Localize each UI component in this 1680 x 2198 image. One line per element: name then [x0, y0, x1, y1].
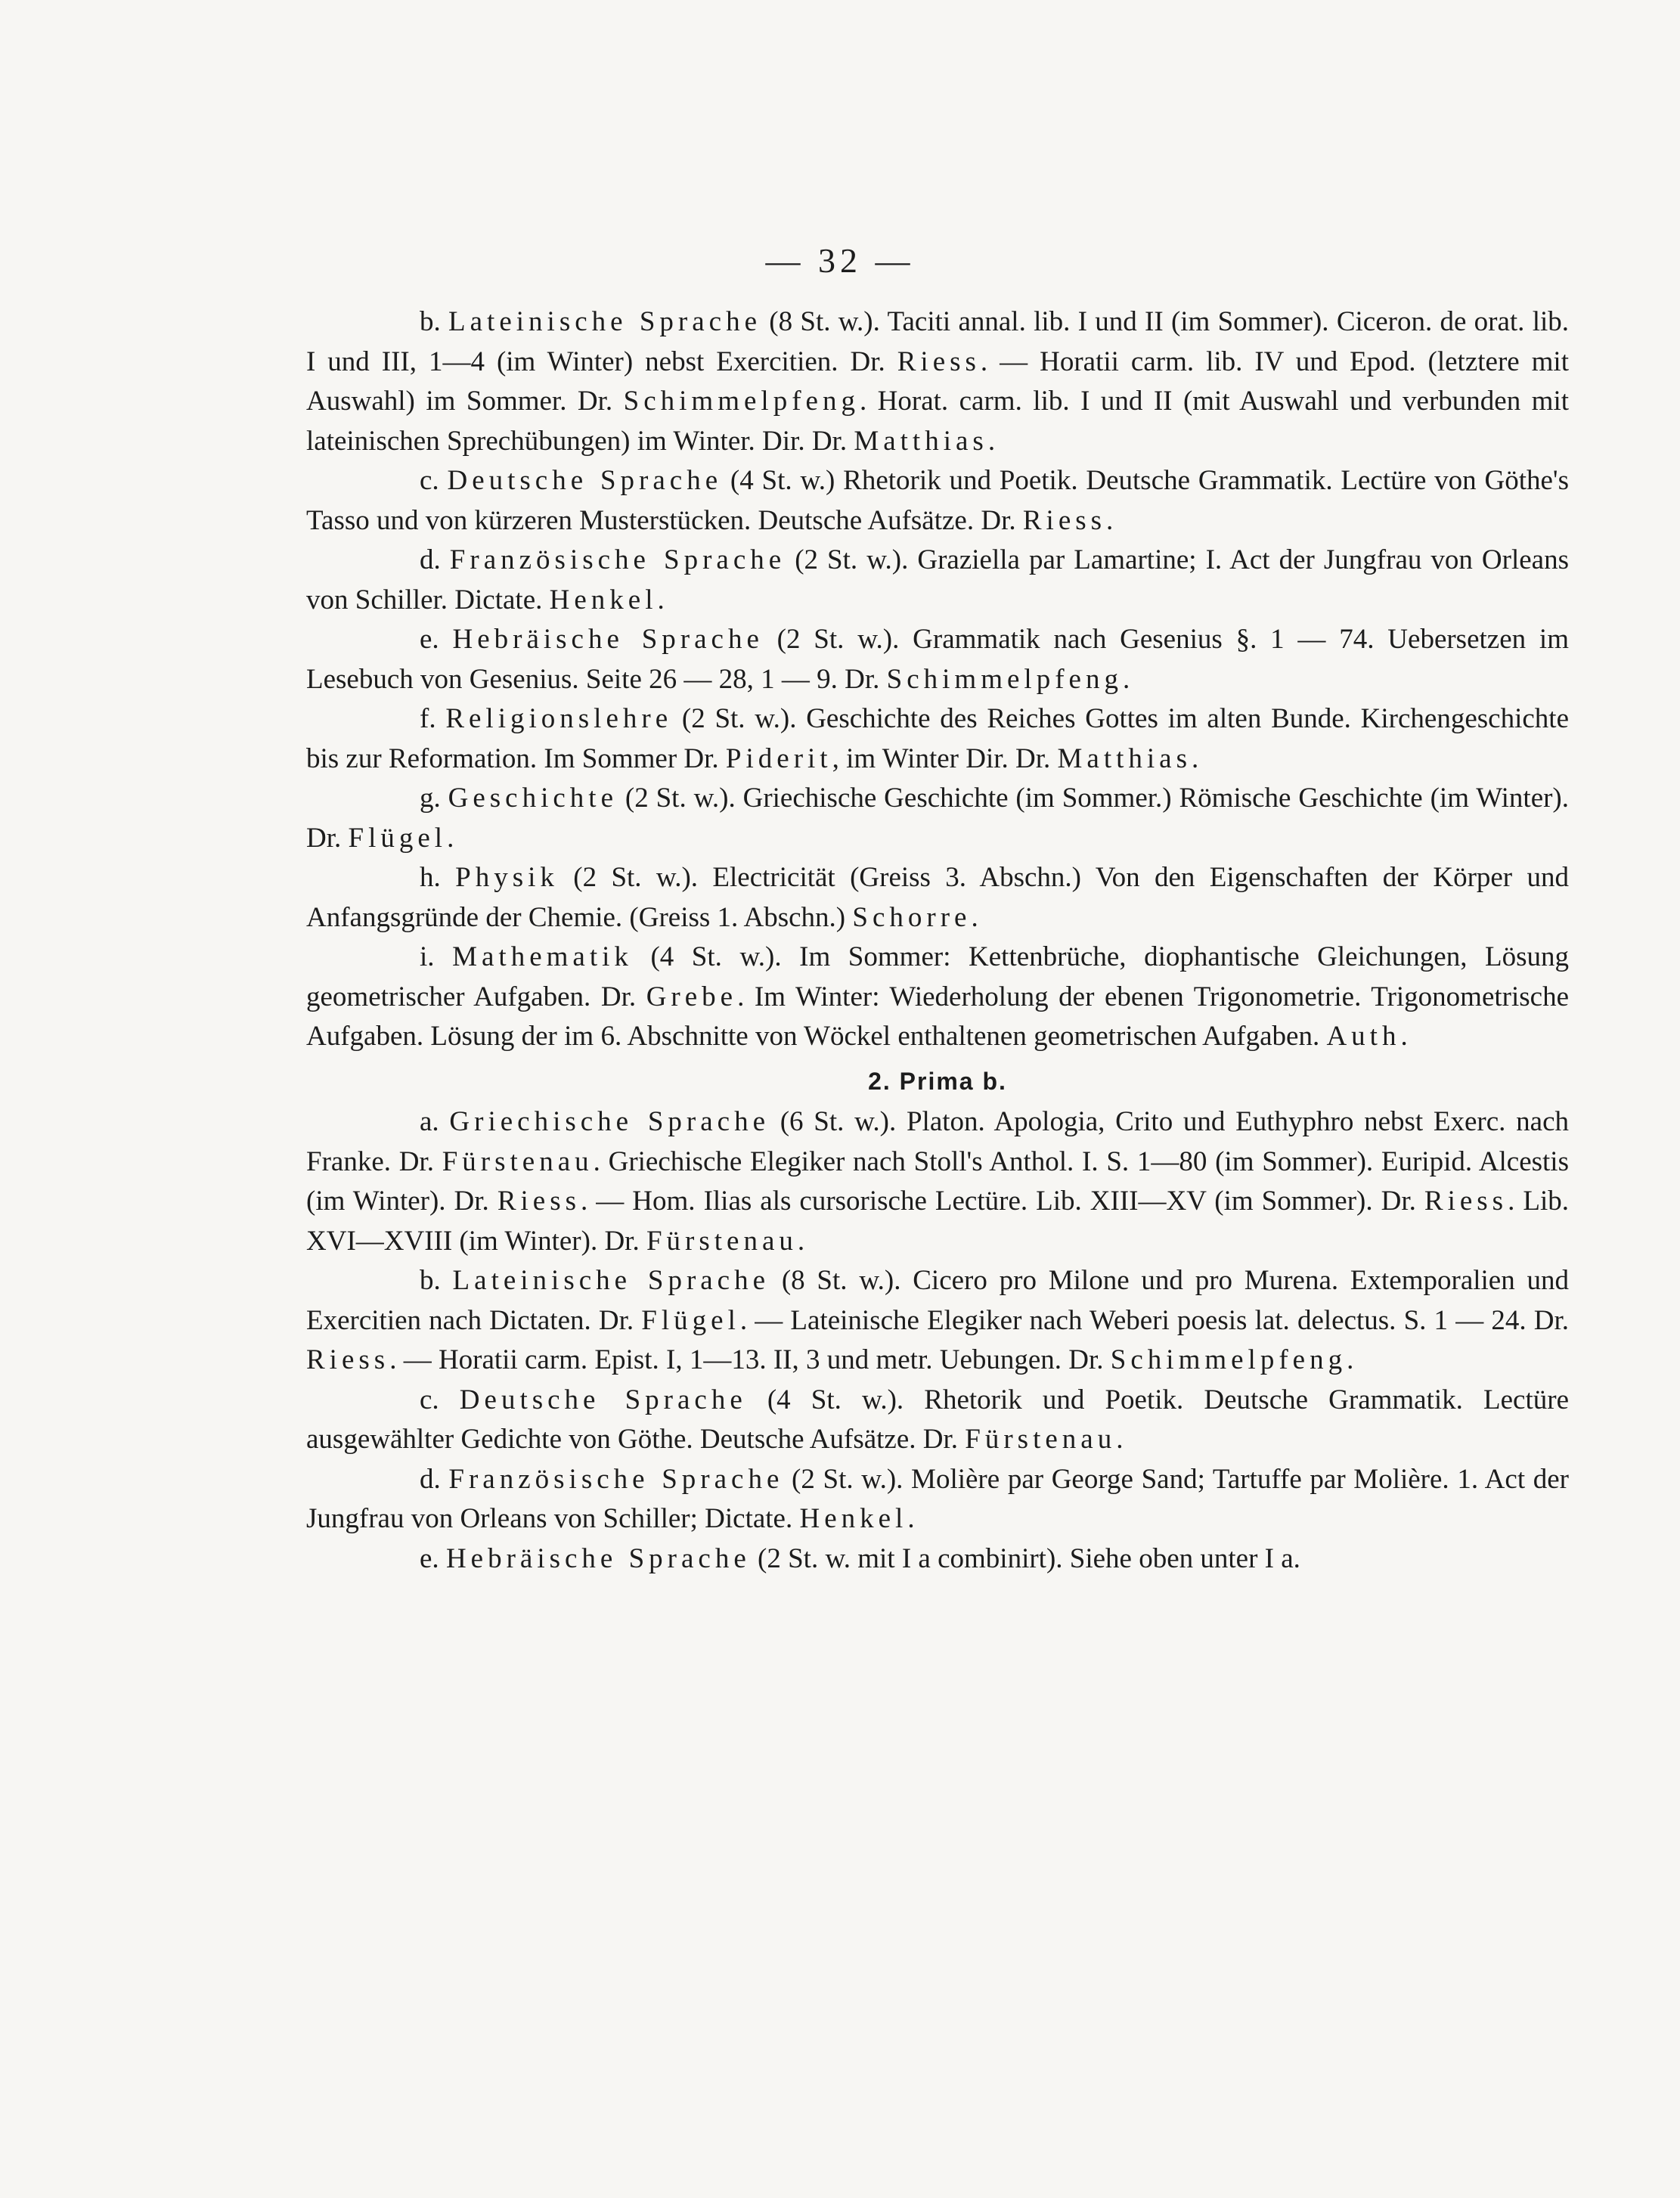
- spaced-term: Schimmelpfeng: [623, 386, 860, 417]
- page-body: [306, 302, 1569, 1579]
- text-run: . Horat. carm. lib. I und II (mit Auswahl und verbunden mit lateinischen Sprechübungen) im Winter. Dir. Dr.: [306, 386, 1569, 457]
- text-run: . — Horatii carm. lib. IV und Epod. (letztere mit Auswahl) im Sommer. Dr.: [306, 346, 1569, 417]
- spaced-term: Mathematik: [452, 941, 633, 972]
- text-run: e.: [420, 1542, 446, 1574]
- spaced-term: Französische Sprache: [448, 1463, 784, 1495]
- text-run: (2 St. w.). Griechische Geschichte (im Sommer.) Römische Geschichte (im Winter). Dr.: [306, 783, 1570, 854]
- spaced-term: Henkel: [549, 584, 658, 615]
- text-run: (8 St. w.). Cicero pro Milone und pro Murena. Extemporalien und Exercitien nach Dictaten. Dr.: [306, 1265, 1570, 1336]
- paragraph-b-latein: [306, 302, 1569, 461]
- text-run: .: [447, 822, 454, 854]
- text-run: . Im Winter: Wiederholung der ebenen Trigonometrie. Trigonometrische Aufgaben. Lösung der im 6. Abschnitte von Wöckel enthaltenen geometrischen Aufgaben.: [306, 981, 1570, 1052]
- text-run: (8 St. w.). Taciti annal. lib. I und II (im Sommer). Ciceron. de orat. lib. I und III, 1—4 (im Winter) nebst Exercitien. Dr.: [306, 306, 1570, 377]
- spaced-term: Fürstenau: [965, 1424, 1117, 1455]
- spaced-term: Physik: [455, 862, 559, 893]
- text-run: f.: [420, 703, 446, 734]
- text-run: .: [1400, 1021, 1408, 1052]
- spaced-term: Hebräische Sprache: [452, 624, 764, 655]
- text-run: d.: [420, 1463, 449, 1495]
- spaced-term: Riess: [1424, 1186, 1508, 1217]
- page-number: — 32 —: [765, 241, 915, 280]
- text-run: (2 St. w.). Geschichte des Reiches Gottes im alten Bunde. Kirchengeschichte bis zur Reformation. Im Sommer Dr.: [306, 703, 1569, 774]
- paragraph-b2-latein: [306, 1261, 1569, 1381]
- text-run: g.: [420, 783, 448, 814]
- text-run: .: [907, 1503, 915, 1534]
- text-run: e.: [420, 624, 453, 655]
- spaced-term: Matthias: [854, 425, 988, 457]
- text-run: . Griechische Elegiker nach Stoll's Anthol. I. S. 1—80 (im Sommer). Euripid. Alcestis (im Winter). Dr.: [306, 1146, 1569, 1217]
- spaced-term: Riess: [1022, 504, 1107, 536]
- text-run: b.: [420, 306, 449, 337]
- text-run: i.: [420, 941, 453, 972]
- spaced-term: Deutsche Sprache: [459, 1384, 747, 1415]
- text-run: .: [987, 425, 996, 457]
- spaced-term: Lateinische Sprache: [452, 1265, 770, 1296]
- text-run: . — Lateinische Elegiker nach Weberi poesis lat. delectus. S. 1 — 24. Dr.: [739, 1304, 1569, 1336]
- paragraph-i-math: [306, 938, 1569, 1057]
- spaced-term: Fürstenau: [646, 1225, 798, 1257]
- spaced-term: Flügel: [641, 1304, 740, 1336]
- text-run: .: [657, 584, 665, 615]
- curriculum-prima-a-continued: [306, 302, 1569, 1057]
- paragraph-g-gesch: [306, 779, 1569, 858]
- paragraph-d-franz: [306, 541, 1569, 620]
- text-run: (2 St. w.). Grammatik nach Gesenius §. 1 — 74. Uebersetzen im Lesebuch von Gesenius. Seite 26 — 28, 1 — 9. Dr.: [306, 624, 1569, 695]
- text-run: d.: [420, 544, 450, 575]
- text-run: .: [797, 1225, 805, 1257]
- text-run: (2 St. w.). Graziella par Lamartine; I. Act der Jungfrau von Orleans von Schiller. Dictate.: [306, 544, 1570, 615]
- paragraph-c-deutsch: [306, 461, 1569, 541]
- spaced-term: Schimmelpfeng: [886, 663, 1123, 695]
- text-run: (4 St. w.). Im Sommer: Kettenbrüche, diophantische Gleichungen, Lösung geometrischer Aufgaben. Dr.: [306, 941, 1570, 1012]
- text-run: (2 St. w.). Electricität (Greiss 3. Abschn.) Von den Eigenschaften der Körper und Anfangsgründe der Chemie. (Greiss 1. Abschn.): [306, 862, 1569, 933]
- paragraph-e2-hebr: [306, 1539, 1569, 1580]
- spaced-term: Fürstenau: [442, 1146, 594, 1177]
- text-run: , im Winter Dir. Dr.: [832, 742, 1058, 774]
- section-heading: 2. Prima b.: [868, 1067, 1007, 1095]
- spaced-term: Deutsche Sprache: [447, 465, 723, 496]
- spaced-term: Riess: [497, 1186, 581, 1217]
- spaced-term: Geschichte: [448, 783, 618, 814]
- paragraph-c2-deutsch: [306, 1381, 1569, 1460]
- text-run: b.: [420, 1265, 453, 1296]
- spaced-term: Piderit: [725, 742, 832, 774]
- paragraph-e-hebr: [306, 620, 1569, 699]
- text-run: . Lib. XVI—XVIII (im Winter). Dr.: [306, 1186, 1569, 1257]
- spaced-term: Griechische Sprache: [449, 1106, 770, 1137]
- text-run: .: [971, 901, 978, 933]
- spaced-term: Schimmelpfeng: [1110, 1344, 1347, 1375]
- spaced-term: Hebräische Sprache: [445, 1542, 751, 1574]
- paragraph-a-griech: [306, 1102, 1569, 1261]
- paragraph-d2-franz: [306, 1460, 1569, 1539]
- spaced-term: Grebe: [646, 981, 738, 1012]
- text-run: (4 St. w.) Rhetorik und Poetik. Deutsche Grammatik. Lectüre von Göthe's Tasso und von kürzeren Musterstücken. Deutsche Aufsätze. Dr.: [306, 465, 1569, 536]
- spaced-term: Riess: [897, 346, 981, 377]
- text-run: .: [1192, 742, 1199, 774]
- text-run: .: [1116, 1424, 1124, 1455]
- paragraph-h-physik: [306, 858, 1569, 938]
- text-run: (2 St. w. mit I a combinirt). Siehe oben unter I a.: [750, 1542, 1300, 1574]
- text-run: h.: [420, 862, 456, 893]
- spaced-term: Auth: [1326, 1021, 1401, 1052]
- text-run: .: [1347, 1344, 1354, 1375]
- text-run: (4 St. w.). Rhetorik und Poetik. Deutsche Grammatik. Lectüre ausgewählter Gedichte von Göthe. Deutsche Aufsätze. Dr.: [306, 1384, 1569, 1455]
- text-run: .: [1106, 504, 1114, 536]
- spaced-term: Flügel: [348, 822, 448, 854]
- paragraph-f-relig: [306, 699, 1569, 779]
- curriculum-prima-b: [306, 1102, 1569, 1579]
- text-run: c.: [420, 465, 448, 496]
- spaced-term: Matthias: [1057, 742, 1192, 774]
- text-run: (2 St. w.). Molière par George Sand; Tartuffe par Molière. 1. Act der Jungfrau von Orleans von Schiller; Dictate.: [306, 1463, 1569, 1534]
- spaced-term: Schorre: [852, 901, 972, 933]
- spaced-term: Riess: [306, 1344, 390, 1375]
- text-run: a.: [420, 1106, 450, 1137]
- spaced-term: Lateinische Sprache: [448, 306, 761, 337]
- spaced-term: Henkel: [799, 1503, 908, 1534]
- text-run: . — Hom. Ilias als cursorische Lectüre. Lib. XIII—XV (im Sommer). Dr.: [581, 1186, 1424, 1217]
- text-run: c.: [420, 1384, 460, 1415]
- spaced-term: Französische Sprache: [449, 544, 786, 575]
- text-run: (6 St. w.). Platon. Apologia, Crito und Euthyphro nebst Exerc. nach Franke. Dr.: [306, 1106, 1569, 1177]
- spaced-term: Religionslehre: [445, 703, 673, 734]
- text-run: . — Horatii carm. Epist. I, 1—13. II, 3 und metr. Uebungen. Dr.: [389, 1344, 1111, 1375]
- text-run: .: [1122, 663, 1130, 695]
